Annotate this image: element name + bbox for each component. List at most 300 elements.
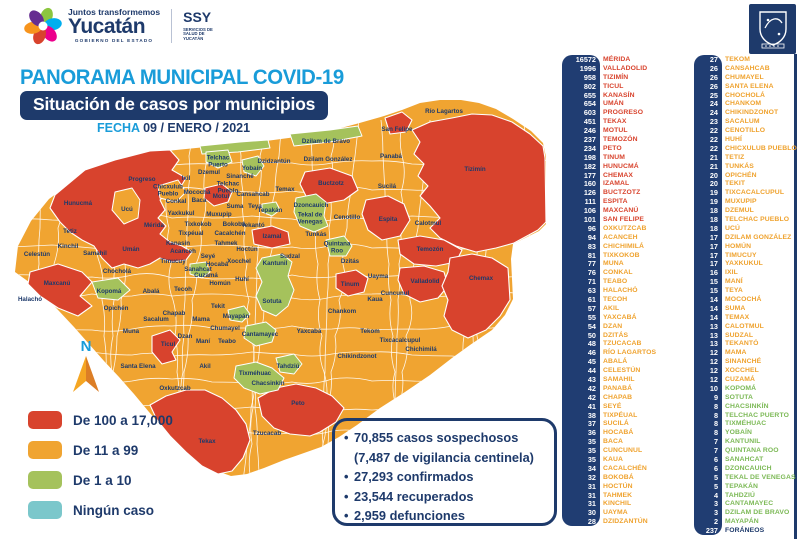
map-municipality-label: Muna — [122, 327, 140, 335]
case-count: 21 — [709, 161, 718, 171]
municipality-name: SANAHCAT — [725, 456, 764, 464]
case-count: 48 — [587, 339, 596, 349]
municipality-name: TAHDZIÚ — [725, 491, 756, 499]
municipality-name: CHANKOM — [725, 100, 762, 108]
case-count: 5 — [713, 472, 718, 482]
municipality-name: YOBAÍN — [725, 429, 753, 437]
municipality-row — [694, 153, 797, 162]
municipality-name: MOCOCHÁ — [725, 295, 762, 303]
stat-text: 27,293 confirmados — [354, 469, 474, 484]
map-municipality-label: Ixil — [181, 174, 191, 182]
case-count: 20 — [709, 179, 718, 189]
case-count: 24 — [709, 108, 718, 118]
municipality-name: TEKAX — [603, 118, 627, 126]
case-count: 57 — [587, 303, 596, 313]
municipality-name: SANTA ELENA — [725, 82, 774, 90]
municipality-row — [562, 446, 656, 455]
bullet-icon: • — [344, 508, 349, 523]
municipality-row — [562, 135, 656, 144]
map-municipality-label: Tetiz — [63, 227, 77, 235]
municipality-row — [694, 108, 797, 117]
municipality-row — [694, 135, 797, 144]
municipality-row — [562, 197, 656, 206]
municipality-name: SEYÉ — [603, 402, 622, 410]
municipality-name: DZILAM GONZÁLEZ — [725, 233, 792, 241]
map-municipality-label: Kantunil — [262, 259, 288, 267]
municipality-row — [694, 375, 797, 384]
map-municipality-label: Cansahcab — [236, 190, 270, 198]
municipality-name: TICUL — [603, 82, 624, 90]
map-municipality-label: Motul — [212, 192, 230, 200]
municipality-name: KANASÍN — [603, 91, 635, 99]
stat-line — [344, 428, 545, 448]
municipality-name: HOCTÚN — [603, 482, 633, 490]
municipality-row — [694, 473, 797, 482]
municipality-row — [562, 340, 656, 349]
municipality-name: CUZAMÁ — [725, 376, 756, 383]
municipality-row — [562, 313, 656, 322]
municipality-name: YAXCABÁ — [603, 313, 637, 321]
municipality-name: VALLADOLID — [603, 64, 648, 72]
municipality-row — [562, 375, 656, 384]
municipality-row — [694, 179, 797, 188]
municipality-row — [694, 144, 797, 153]
municipality-name: MÉRIDA — [603, 55, 631, 63]
case-count: 31 — [587, 499, 596, 509]
map-municipality-label: Espita — [378, 215, 398, 223]
municipality-row — [694, 277, 797, 286]
map-municipality-label: Temozón — [416, 245, 444, 253]
municipality-name: TINUM — [603, 153, 626, 161]
case-count: 22 — [709, 126, 718, 136]
case-count: 27 — [709, 54, 718, 64]
map-municipality-label: Tixpéual — [178, 229, 204, 237]
map-municipality-label: Tekom — [360, 327, 380, 335]
municipality-name: CELESTÚN — [603, 367, 641, 375]
municipality-name: TETIZ — [725, 153, 745, 161]
map-municipality-label: Progreso — [128, 175, 156, 183]
case-count: 234 — [583, 143, 596, 153]
case-count: 42 — [587, 383, 596, 393]
map-municipality-label: Umán — [122, 245, 140, 253]
municipality-name: CALOTMUL — [725, 322, 764, 330]
municipality-name: CHUMAYEL — [725, 73, 764, 81]
page-subtitle-banner — [20, 91, 328, 120]
municipality-name: TUNKÁS — [725, 162, 754, 170]
municipality-row — [694, 526, 797, 535]
municipality-name: MAXCANÚ — [603, 207, 639, 215]
date-line — [97, 121, 250, 135]
municipality-row — [694, 446, 797, 455]
case-count: 55 — [587, 312, 596, 322]
map-municipality-label: Bokobá — [222, 220, 246, 228]
map-municipality-label: Abalá — [142, 287, 160, 295]
municipality-row — [562, 366, 656, 375]
compass — [66, 338, 106, 356]
municipality-row — [694, 366, 797, 375]
municipality-row — [694, 348, 797, 357]
map-municipality-label: Cenotillo — [333, 213, 361, 221]
case-count: 63 — [587, 286, 596, 296]
map-municipality-label: Temax — [275, 185, 295, 193]
map-municipality-label: Tixméhuac — [238, 369, 272, 377]
municipality-name: TIXMÉHUAC — [725, 420, 767, 428]
legend-label: Ningún caso — [73, 502, 155, 518]
map-municipality-label: Cuncunul — [380, 289, 410, 297]
case-count: 8 — [713, 410, 718, 420]
case-count: 8 — [713, 428, 718, 438]
municipality-name: CANSAHCAB — [725, 64, 770, 72]
map-municipality-label: Tixcacalcupul — [379, 336, 421, 344]
map-municipality-label: Huhí — [235, 275, 249, 283]
map-municipality-label: Dzoncauich — [293, 201, 329, 209]
map-municipality-label: Mocochá — [183, 188, 211, 196]
municipality-name: UAYMA — [603, 509, 628, 517]
case-count: 126 — [583, 188, 596, 198]
municipality-name: IXIL — [725, 269, 738, 277]
legend-swatch — [28, 441, 62, 459]
map-municipality-label: Sinanché — [226, 172, 254, 180]
municipality-row — [694, 384, 797, 393]
case-count: 83 — [587, 241, 596, 251]
case-count: 25 — [709, 90, 718, 100]
municipality-name: CHAPAB — [603, 393, 633, 401]
municipality-name: CHICXULUB PUEBLO — [725, 144, 797, 152]
map-municipality-label: Cacalchén — [214, 229, 246, 237]
case-count: 28 — [587, 517, 596, 527]
municipality-name: YAXKUKUL — [725, 260, 763, 268]
map-municipality-label: Opichén — [103, 304, 129, 312]
map-municipality-label: Samahil — [83, 249, 107, 257]
date-value: 09 / ENERO / 2021 — [143, 121, 251, 135]
municipality-row — [694, 304, 797, 313]
case-count: 603 — [583, 108, 596, 118]
municipality-row — [694, 197, 797, 206]
page-subtitle: Situación de casos por municipios — [33, 94, 316, 114]
map-municipality-label: Dzilam de Bravo — [301, 137, 351, 145]
case-count: 237 — [583, 134, 596, 144]
map-municipality-label: Sacalum — [143, 315, 169, 323]
municipality-row — [694, 508, 797, 517]
municipality-name: DZIDZANTÚN — [603, 518, 648, 526]
case-count: 43 — [587, 375, 596, 385]
municipality-row — [562, 277, 656, 286]
municipality-row — [694, 215, 797, 224]
municipality-row — [694, 117, 797, 126]
municipality-name: CHOCHOLÁ — [725, 91, 766, 99]
logo-tagline: Juntos transformemos — [68, 6, 161, 17]
map-municipality-label: Kaua — [367, 295, 383, 303]
legend-item — [28, 441, 173, 459]
municipality-name: OPICHÉN — [725, 171, 757, 179]
map-municipality-label: Tunkás — [305, 230, 327, 238]
municipality-name: TELCHAC PUERTO — [725, 411, 789, 419]
municipality-row — [562, 491, 656, 500]
map-municipality-label: Dzemul — [197, 168, 221, 176]
map-municipality-label: Acanceh — [170, 247, 196, 255]
municipality-name: MANÍ — [725, 278, 743, 286]
municipality-name: TEKANTÓ — [725, 340, 759, 348]
map-municipality-label: Tekal de Venegas — [297, 211, 323, 225]
stat-text: 2,959 defunciones — [354, 508, 465, 523]
municipality-name: HOMÚN — [725, 242, 752, 250]
case-count: 177 — [583, 170, 596, 180]
municipality-row — [694, 322, 797, 331]
map-municipality-label: Kopomá — [96, 287, 122, 295]
map-municipality-label: Chapab — [162, 309, 186, 317]
municipality-row — [694, 437, 797, 446]
municipality-row — [562, 259, 656, 268]
municipality-row — [694, 162, 797, 171]
municipality-row — [694, 482, 797, 491]
map-municipality-label: Yobaín — [241, 164, 263, 172]
municipality-row — [694, 55, 797, 64]
municipality-name: TEMOZÓN — [603, 135, 638, 143]
municipality-row — [562, 411, 656, 420]
case-count: 15 — [709, 277, 718, 287]
map-municipality-label: Hoctún — [236, 245, 258, 253]
municipality-row — [562, 233, 656, 242]
case-count: 6 — [713, 463, 718, 473]
municipality-name: HOCABÁ — [603, 429, 634, 437]
map-municipality-label: Hunucmá — [63, 199, 93, 207]
municipality-name: ABALÁ — [603, 358, 628, 366]
municipality-name: DZONCAUICH — [725, 464, 772, 472]
map-municipality-label: Tekantó — [241, 221, 265, 229]
case-count: 38 — [587, 410, 596, 420]
municipality-name: TIXPÉUAL — [603, 411, 638, 419]
map-municipality-label: Chichimilá — [405, 345, 437, 353]
case-count: 18 — [709, 223, 718, 233]
municipality-row — [694, 286, 797, 295]
municipality-name: MAMA — [725, 349, 747, 357]
map-municipality-label: San Felipe — [381, 125, 413, 133]
map-municipality-label: Chikindzonot — [337, 352, 377, 360]
page-title: PANORAMA MUNICIPAL COVID-19 — [20, 66, 344, 89]
case-count: 46 — [587, 348, 596, 358]
municipality-row — [562, 224, 656, 233]
case-count: 5 — [713, 481, 718, 491]
municipality-row — [694, 206, 797, 215]
municipality-row — [562, 331, 656, 340]
municipality-row — [562, 268, 656, 277]
ssy-subtitle: SERVICIOS DE SALUD DE YUCATÁN — [183, 26, 213, 41]
case-count: 22 — [709, 134, 718, 144]
municipality-row — [694, 242, 797, 251]
map-municipality-label: Tinum — [340, 280, 360, 288]
map-municipality-label: Teabo — [218, 337, 236, 345]
municipality-name: BOKOBÁ — [603, 473, 634, 481]
case-count: 10 — [709, 383, 718, 393]
municipality-row — [562, 357, 656, 366]
map-municipality-label: Mayapán — [222, 312, 250, 320]
bullet-spacer — [344, 448, 354, 468]
map-municipality-label: Tahmek — [214, 239, 238, 247]
case-count: 654 — [583, 99, 596, 109]
municipality-row — [694, 268, 797, 277]
map-municipality-label: Chumayel — [210, 324, 240, 332]
case-count: 16572 — [575, 54, 596, 64]
municipality-name: IZAMAL — [603, 180, 630, 188]
case-count: 42 — [587, 392, 596, 402]
case-count: 13 — [709, 339, 718, 349]
map-municipality-label: Dzidzantún — [257, 157, 291, 165]
map-municipality-label: Telchac Puerto — [206, 154, 230, 168]
legend-swatch — [28, 411, 62, 429]
case-count: 160 — [583, 179, 596, 189]
municipality-row — [562, 55, 656, 64]
municipality-row — [562, 64, 656, 73]
municipality-name: TEMAX — [725, 313, 750, 321]
cases-list-column-2 — [694, 55, 797, 535]
logo-name: Yucatán — [68, 15, 146, 39]
map-municipality-label: Santa Elena — [120, 362, 156, 370]
municipality-name: DZAN — [603, 322, 623, 330]
map-municipality-label: Hocabá — [205, 260, 229, 268]
municipality-name: TEABO — [603, 278, 628, 286]
municipality-row — [694, 82, 797, 91]
map-municipality-label: Cuzamá — [194, 271, 218, 279]
municipality-row — [562, 384, 656, 393]
municipality-row — [562, 464, 656, 473]
map-municipality-label: Teya — [248, 202, 262, 210]
municipality-name: MUNA — [603, 260, 624, 268]
municipality-name: TELCHAC PUEBLO — [725, 215, 790, 223]
case-count: 13 — [709, 321, 718, 331]
municipality-name: KINCHIL — [603, 500, 632, 508]
municipality-row — [562, 455, 656, 464]
map-municipality-label: Kinchil — [57, 242, 79, 250]
municipality-row — [562, 500, 656, 509]
case-count: 31 — [587, 490, 596, 500]
municipality-name: SUMA — [725, 304, 746, 312]
yucatan-pinwheel-icon — [24, 5, 62, 47]
legend-item — [28, 471, 173, 489]
legend-item — [28, 501, 173, 519]
municipality-name: CONKAL — [603, 269, 633, 277]
case-count: 237 — [705, 526, 718, 536]
municipality-name: CHACSINKÍN — [725, 402, 769, 410]
municipality-row — [562, 482, 656, 491]
municipality-name: TIZIMÍN — [603, 73, 629, 81]
case-count: 12 — [709, 366, 718, 376]
stat-line — [344, 506, 545, 526]
map-municipality-label: Maní — [195, 337, 211, 345]
compass-north-label: N — [80, 338, 92, 355]
municipality-name: CHIKINDZONOT — [725, 109, 779, 117]
map-municipality-label: Oxkutzcab — [159, 384, 191, 392]
municipality-name: DZITÁS — [603, 331, 629, 339]
stat-text: (7,487 de vigilancia centinela) — [354, 449, 534, 465]
map-municipality-label: Valladolid — [410, 277, 440, 285]
municipality-name: HALACHÓ — [603, 287, 638, 295]
municipality-row — [694, 491, 797, 500]
municipality-row — [694, 464, 797, 473]
map-municipality-label: Mama — [192, 315, 210, 323]
case-count: 655 — [583, 90, 596, 100]
municipality-name: CANTAMAYEC — [725, 500, 774, 508]
case-count: 451 — [583, 117, 596, 127]
legend-item — [28, 411, 173, 429]
municipality-row — [562, 242, 656, 251]
case-count: 26 — [709, 72, 718, 82]
municipality-name: CACALCHÉN — [603, 464, 647, 472]
stat-text: 70,855 casos sospechosos — [354, 430, 519, 445]
municipality-name: KANTUNIL — [725, 438, 761, 446]
municipality-name: TEKAL DE VENEGAS — [725, 473, 796, 481]
municipality-name: HUHÍ — [725, 135, 743, 143]
stat-text: 23,544 recuperados — [354, 488, 474, 504]
municipality-name: SACALUM — [725, 118, 760, 126]
legend-label: De 1 a 10 — [73, 472, 132, 488]
municipality-name: PANABÁ — [603, 384, 633, 392]
case-count: 3 — [713, 499, 718, 509]
map-municipality-label: Xocchel — [227, 257, 251, 265]
yucatan-coat-of-arms — [749, 4, 796, 54]
case-count: 76 — [587, 268, 596, 278]
logo-divider — [171, 9, 172, 43]
municipality-row — [562, 108, 656, 117]
municipality-row — [562, 206, 656, 215]
case-count: 198 — [583, 152, 596, 162]
municipality-row — [694, 357, 797, 366]
case-count: 101 — [583, 214, 596, 224]
case-count: 182 — [583, 161, 596, 171]
municipality-row — [562, 508, 656, 517]
municipality-name: OXKUTZCAB — [603, 224, 647, 232]
municipality-row — [562, 428, 656, 437]
municipality-row — [694, 313, 797, 322]
case-count: 3 — [713, 508, 718, 518]
municipality-row — [694, 188, 797, 197]
municipality-name: DZILAM DE BRAVO — [725, 509, 790, 517]
map-municipality-label: Tizimín — [464, 165, 486, 173]
case-count: 802 — [583, 81, 596, 91]
case-count: 96 — [587, 223, 596, 233]
municipality-row — [562, 188, 656, 197]
municipality-row — [562, 295, 656, 304]
case-count: 18 — [709, 206, 718, 216]
map-municipality-label: Sucilá — [377, 182, 397, 190]
case-count: 19 — [709, 197, 718, 207]
municipality-row — [694, 73, 797, 82]
municipality-name: PROGRESO — [603, 109, 644, 117]
map-municipality-label: Baca — [191, 196, 207, 204]
municipality-row — [694, 331, 797, 340]
municipality-name: PETO — [603, 144, 622, 152]
case-count: 16 — [709, 268, 718, 278]
municipality-row — [694, 64, 797, 73]
municipality-name: UMÁN — [603, 100, 624, 108]
case-count: 13 — [709, 330, 718, 340]
municipality-name: SAN FELIPE — [603, 215, 645, 223]
municipality-row — [694, 251, 797, 260]
legend-label: De 100 a 17,000 — [73, 412, 173, 428]
municipality-row — [562, 322, 656, 331]
map-municipality-label: Panabá — [379, 152, 403, 160]
map-municipality-label: Ticul — [160, 340, 176, 348]
case-count: 2 — [713, 517, 718, 527]
case-count: 12 — [709, 357, 718, 367]
map-municipality-label: Sudzal — [280, 252, 300, 260]
case-count: 36 — [587, 428, 596, 438]
municipality-name: TZUCACAB — [603, 340, 642, 348]
summary-stats-box — [332, 418, 557, 526]
map-municipality-label: Buctzotz — [318, 179, 344, 187]
map-municipality-label: Seyé — [200, 252, 216, 260]
map-municipality-label: Conkal — [165, 197, 187, 205]
map-municipality-label: Quintana Roo — [323, 240, 351, 254]
